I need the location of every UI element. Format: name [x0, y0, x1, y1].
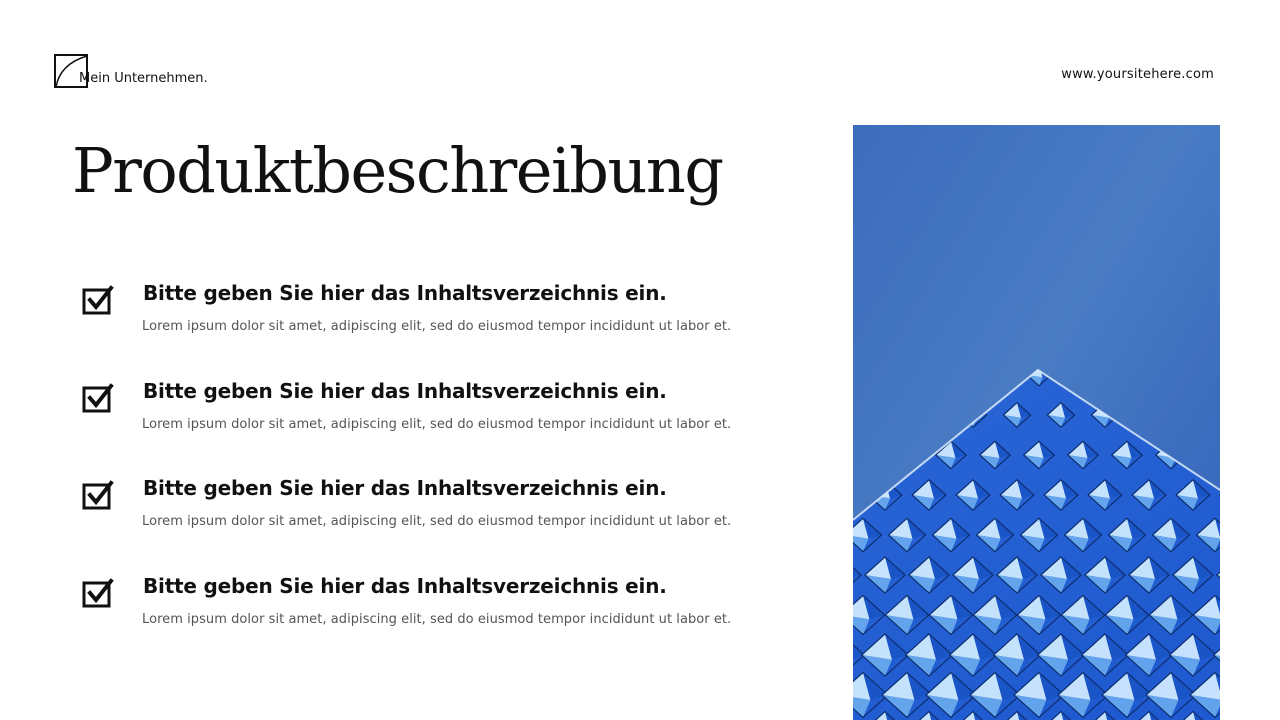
item-description: Lorem ipsum dolor sit amet, adipiscing elit, sed do eiusmod tempor incididunt ut labor et.: [142, 611, 732, 627]
checked-box-icon: [82, 381, 114, 413]
checked-box-icon: [82, 283, 114, 315]
list-item: [82, 379, 802, 477]
checked-box-icon: [82, 478, 114, 510]
item-title: Bitte geben Sie hier das Inhaltsverzeichnis ein.: [143, 476, 667, 500]
item-description: Lorem ipsum dolor sit amet, adipiscing elit, sed do eiusmod tempor incididunt ut labor et.: [142, 514, 732, 529]
item-title: Bitte geben Sie hier das Inhaltsverzeichnis ein.: [143, 378, 667, 403]
brand-name: Mein Unternehmen.: [79, 71, 208, 86]
site-url-link[interactable]: www.yoursitehere.com: [1061, 67, 1214, 82]
checked-box-icon: [82, 576, 114, 608]
brand[interactable]: [54, 54, 208, 88]
item-title: Bitte geben Sie hier das Inhaltsverzeichnis ein.: [143, 281, 667, 305]
facade-illustration: [853, 125, 1220, 720]
item-description: Lorem ipsum dolor sit amet, adipiscing elit, sed do eiusmod tempor incididunt ut labor et.: [142, 319, 732, 334]
list-item: [82, 476, 802, 574]
list-item: [82, 574, 802, 672]
building-facade-photo: [853, 125, 1220, 720]
list-item: [82, 281, 802, 379]
page-title: Produktbeschreibung: [72, 134, 723, 207]
checklist: [82, 281, 802, 671]
item-description: Lorem ipsum dolor sit amet, adipiscing elit, sed do eiusmod tempor incididunt ut labor et.: [142, 416, 732, 432]
item-title: Bitte geben Sie hier das Inhaltsverzeichnis ein.: [143, 573, 667, 598]
